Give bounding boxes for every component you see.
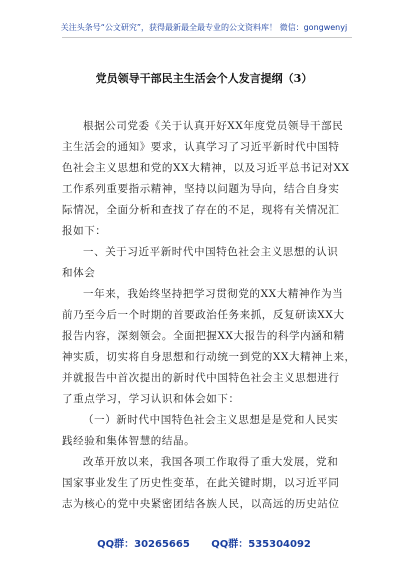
- body-line: 国家事业发生了历史性变革，在此关键时期，以习近平同: [62, 477, 340, 489]
- section-heading: 和体会: [62, 267, 96, 279]
- footer-contacts: [0, 535, 408, 550]
- footer-qq-group-2: QQ群：535304092: [211, 539, 311, 550]
- subsection-heading: 践经验和集体智慧的结晶。: [62, 435, 196, 447]
- body-line: 前乃至今后一个时期的首要政治任务来抓，反复研读XX大: [62, 309, 345, 321]
- body-line: 报告内容，深刻领会。全面把握XX大报告的科学内涵和精: [62, 330, 345, 342]
- body-line: 改革开放以来，我国各项工作取得了重大发展，党和: [83, 456, 339, 468]
- body-line: 志为核心的党中央紧密团结各族人民，以高远的历史站位: [62, 498, 340, 510]
- subsection-heading: （一）新时代中国特色社会主义思想是是党和人民实: [83, 414, 339, 426]
- document-body: [62, 116, 356, 515]
- body-line: 神实质，切实将自身思想和行动统一到党的XX大精神上来，: [62, 351, 356, 363]
- body-line: 了重点学习，学习认识和体会如下：: [62, 393, 240, 405]
- body-line: 根据公司党委《关于认真开好XX年度党员领导干部民: [83, 120, 344, 132]
- body-line: 际情况，全面分析和查找了存在的不足，现将有关情况汇: [62, 204, 340, 216]
- body-line: 主生活会的通知》要求，认真学习了习近平新时代中国特: [62, 141, 340, 153]
- header-notice: 关注头条号“公文研究”，获得最新最全最专业的公文资料库！ 微信：gongwenyj: [60, 23, 348, 32]
- body-line: 并就报告中首次提出的新时代中国特色社会主义思想进行: [62, 372, 340, 384]
- section-heading: 一、关于习近平新时代中国特色社会主义思想的认识: [83, 246, 339, 258]
- footer-qq-group-1: QQ群：30265665: [97, 539, 190, 550]
- body-line: 报如下：: [62, 225, 107, 237]
- header-divider: [62, 37, 352, 38]
- body-line: 工作系列重要指示精神，坚持以问题为导向，结合自身实: [62, 183, 340, 195]
- document-title: 党员领导干部民主生活会个人发言提纲（3）: [95, 72, 313, 85]
- body-line: 色社会主义思想和党的XX大精神，以及习近平总书记对XX: [62, 162, 350, 174]
- body-line: 一年来，我始终坚持把学习贯彻党的XX大精神作为当: [83, 288, 344, 300]
